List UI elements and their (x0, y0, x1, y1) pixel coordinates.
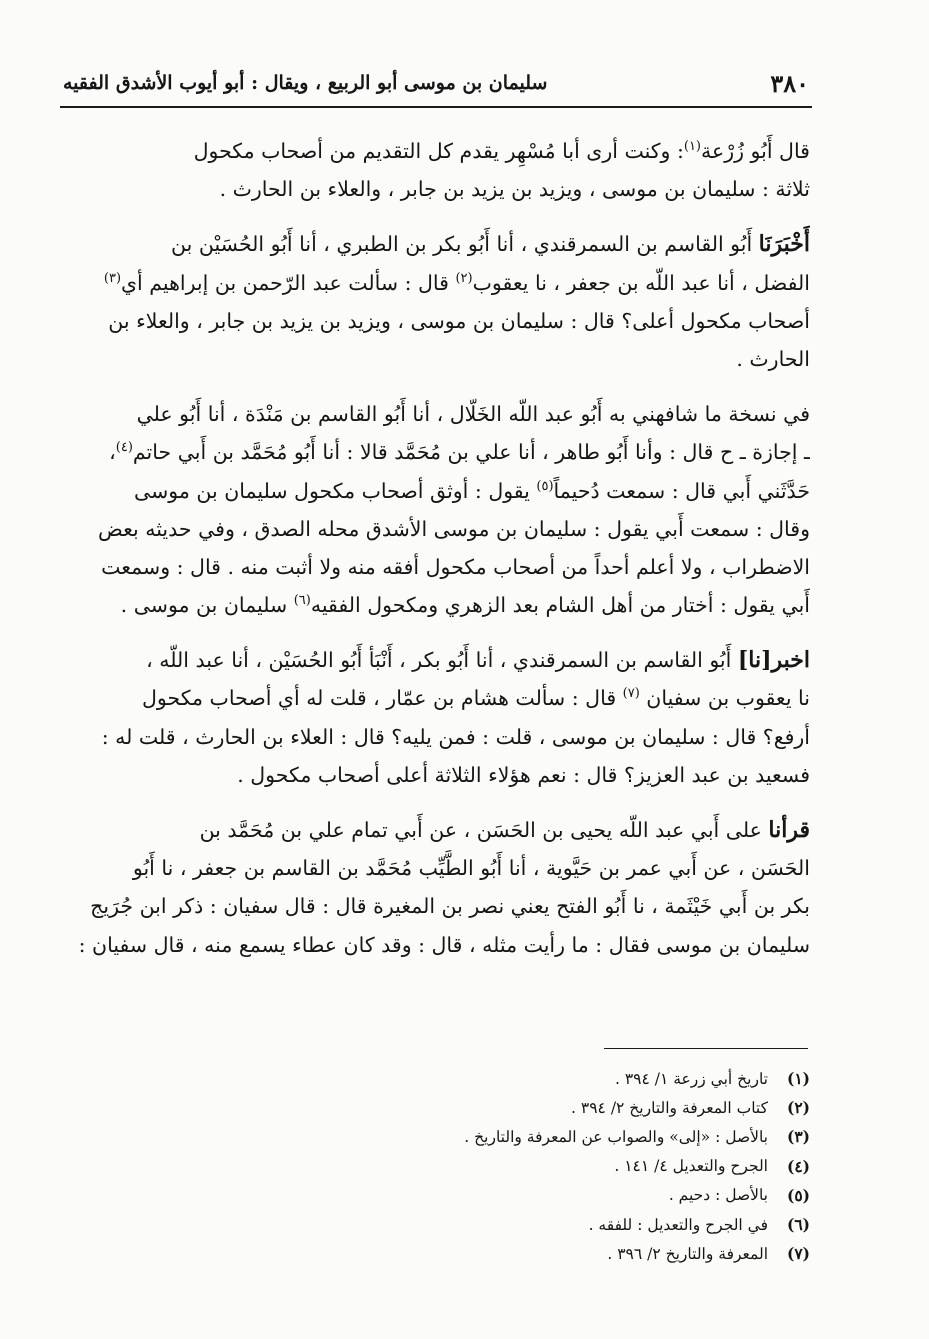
text-line: حَدَّثَني أَبي قال : سمعت دُحيماً$^{(٥)}$ يقول : أوثق أصحاب مكحول سليمان بن موسى (134, 478, 810, 503)
text-line: اخبر[نا] أَبُو القاسم بن السمرقندي ، أنا أَبُو بكر ، أَنْبَأ أَبُو الحُسَيْن ، أنا عبد اللّه ، (146, 647, 810, 674)
footnote-text: بالأصل : دحيم . (668, 1186, 768, 1205)
page-number: ٣٨٠ (770, 68, 809, 98)
footnote-ref[interactable]: (٣) (103, 270, 122, 286)
text-line: أصحاب مكحول أعلى؟ قال : سليمان بن موسى ، ويزيد بن يزيد بن جابر ، والعلاء بن (108, 308, 810, 333)
footnote-ref[interactable]: (١) (683, 139, 701, 155)
text-line: الفضل ، أنا عبد اللّه بن جعفر ، نا يعقوب$^{(٢)}$ قال : سألت عبد الرّحمن بن إبراهيم أي$^{(٣)}$ (103, 270, 810, 295)
main-text (62, 132, 810, 981)
footnote-number: (١) (786, 1069, 810, 1089)
text-line: فسعيد بن عبد العزيز؟ قال : نعم هؤلاء الثلاثة أعلى أصحاب مكحول . (237, 762, 810, 787)
footnote-3 (300, 1122, 810, 1151)
page-header (63, 66, 809, 100)
text-line: في نسخة ما شافهني به أَبُو عبد اللّه الخَلّال ، أنا أَبُو القاسم بن مَنْدَة ، أنا أَبُو علي (136, 402, 810, 427)
lead-word: اخبر[نا] (737, 647, 810, 674)
text-line: بكر بن أَبي خَيْثَمة ، نا أَبُو الفتح يعني نصر بن المغيرة قال : قال سفيان : ذكر ابن جُرَيج (90, 894, 810, 919)
text-line: نا يعقوب بن سفيان $^{(٧)}$ قال : سألت هشام بن عمّار ، قلت له أي أصحاب مكحول (142, 686, 810, 711)
footnote-4 (300, 1152, 810, 1181)
text-line: أرفع؟ قال : سليمان بن موسى ، قلت : فمن يليه؟ قال : العلاء بن الحارث ، قلت له : (101, 724, 810, 749)
footnote-text: بالأصل : «إلى» والصواب عن المعرفة والتاريخ . (464, 1127, 768, 1146)
lead-word: أَخْبَرَنَا (758, 231, 810, 258)
footnote-ref[interactable]: (٢) (455, 270, 473, 286)
footnote-text: كتاب المعرفة والتاريخ ٢/ ٣٩٤ . (571, 1098, 768, 1117)
footnote-text: في الجرح والتعديل : للفقه . (588, 1215, 768, 1234)
text-line: ثلاثة : سليمان بن موسى ، ويزيد بن يزيد بن جابر ، والعلاء بن الحارث . (219, 177, 810, 202)
footnote-number: (٦) (786, 1215, 810, 1235)
footnote-ref[interactable]: (٦) (293, 593, 311, 609)
paragraph-2 (62, 225, 810, 378)
running-title: سليمان بن موسى أبو الربيع ، ويقال : أبو أيوب الأشدق الفقيه (63, 72, 548, 94)
text-line: أَبي يقول : أختار من أهل الشام بعد الزهري ومكحول الفقيه$^{(٦)}$ سليمان بن موسى . (120, 593, 810, 618)
footnote-ref[interactable]: (٤) (115, 440, 133, 456)
footnote-7 (300, 1239, 810, 1268)
text-line: قرأنا على أَبي عبد اللّه يحيى بن الحَسَن ، عن أَبي تمام علي بن مُحَمَّد بن (199, 817, 810, 843)
paragraph-4 (62, 641, 810, 794)
text-line: ـ إجازة ـ ح قال : وأنا أَبُو طاهر ، أنا علي بن مُحَمَّد قالا : أنا أَبُو مُحَمَّد بن أَبي حاتم$^{(٤)}$، (109, 440, 810, 465)
footnote-2 (300, 1093, 810, 1122)
footnote-number: (٣) (786, 1127, 810, 1147)
text-line: الحارث . (736, 346, 810, 371)
text-line: وقال : سمعت أَبي يقول : سليمان بن موسى الأشدق محله الصدق ، وفي حديثه بعض (98, 516, 810, 541)
footnote-6 (300, 1210, 810, 1239)
footnote-rule (604, 1048, 808, 1049)
footnote-ref[interactable]: (٥) (536, 478, 554, 494)
header-rule (60, 106, 812, 108)
footnote-1 (300, 1064, 810, 1093)
footnotes (300, 1064, 810, 1268)
lead-word: قرأنا (768, 817, 810, 843)
footnote-ref[interactable]: (٧) (622, 686, 640, 702)
text-line: أَخْبَرَنَا أَبُو القاسم بن السمرقندي ، أنا أَبُو بكر بن الطبري ، أنا أَبُو الحُسَيْن بن (171, 231, 810, 258)
footnote-5 (300, 1181, 810, 1210)
footnote-number: (٤) (786, 1156, 810, 1176)
text-line: الاضطراب ، ولا أعلم أحداً من أصحاب مكحول أفقه منه ولا أثبت منه . قال : وسمعت (101, 554, 810, 579)
footnote-number: (٥) (786, 1185, 810, 1205)
text-line: قال أَبُو زُرْعة$^{(١)}$: وكنت أرى أبا مُسْهِر يقدم كل التقديم من أصحاب مكحول (193, 139, 810, 163)
footnote-text: المعرفة والتاريخ ٢/ ٣٩٦ . (607, 1244, 768, 1263)
footnote-number: (٢) (786, 1098, 810, 1118)
text-line: سليمان بن موسى فقال : ما رأيت مثله ، قال : وقد كان عطاء يسمع منه ، قال سفيان : (78, 932, 810, 957)
footnote-text: تاريخ أبي زرعة ١/ ٣٩٤ . (614, 1069, 768, 1088)
footnote-text: الجرح والتعديل ٤/ ١٤١ . (614, 1157, 768, 1176)
footnote-number: (٧) (786, 1244, 810, 1264)
text-line: الحَسَن ، عن أَبي عمر بن حَيَّوية ، أنا أَبُو الطَّيِّب مُحَمَّد بن القاسم بن جعفر ، نا أَبُو (132, 856, 810, 881)
paragraph-3 (62, 395, 810, 624)
paragraph-1 (62, 132, 810, 208)
paragraph-5 (62, 811, 810, 964)
